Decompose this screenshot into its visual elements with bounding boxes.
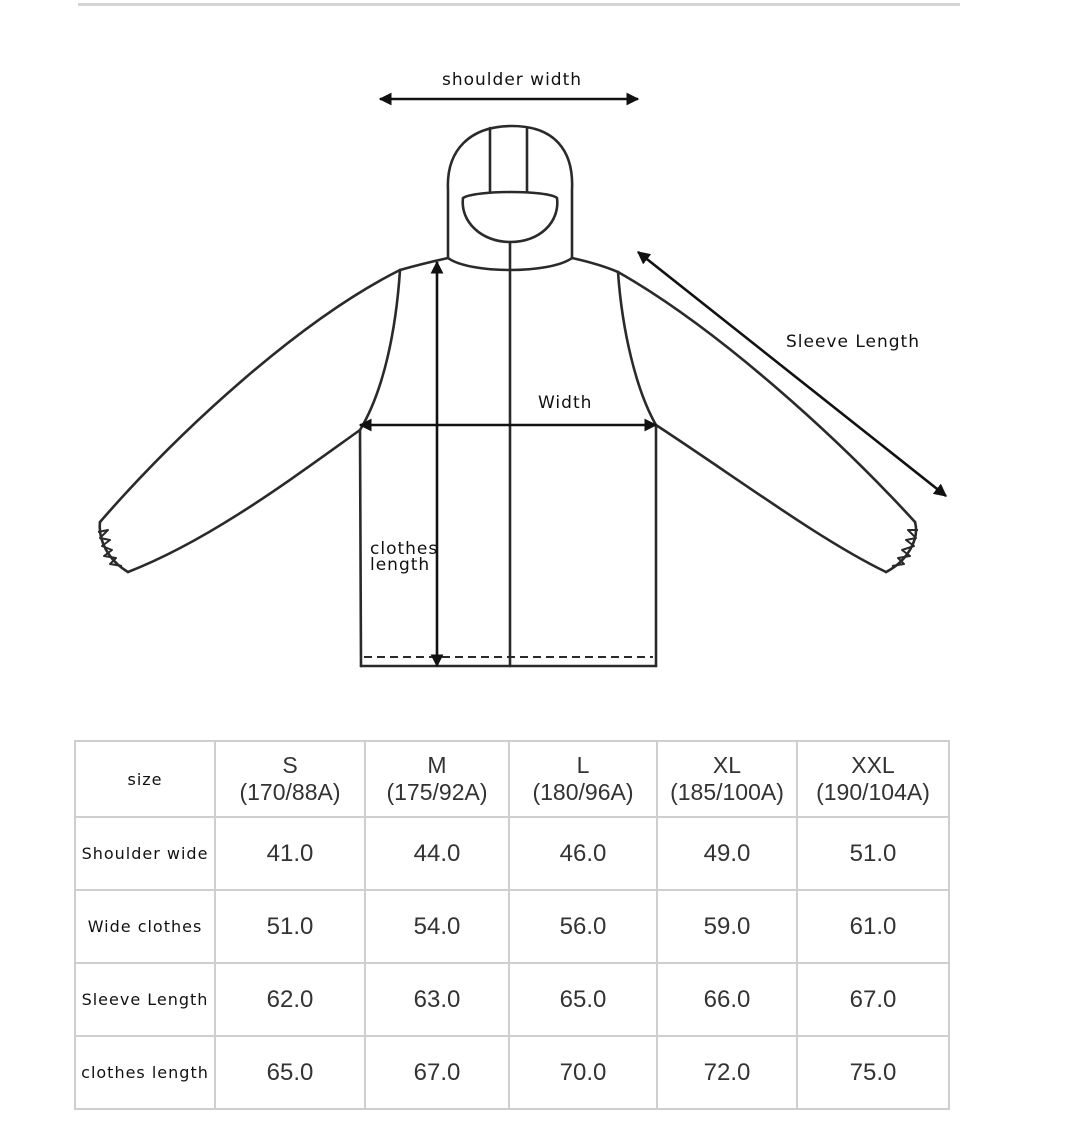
row-label: clothes length xyxy=(75,1036,215,1109)
size-spec: (170/88A) xyxy=(239,779,341,805)
shoulder-width-label: shoulder width xyxy=(442,70,583,90)
sleeve-right-bottom xyxy=(656,425,886,572)
jacket-outline xyxy=(100,126,916,666)
size-header xyxy=(797,741,949,817)
table-cell: 70.0 xyxy=(509,1036,657,1109)
size-chart-table xyxy=(74,740,950,1110)
table-cell: 51.0 xyxy=(215,890,365,963)
table-cell: 67.0 xyxy=(797,963,949,1036)
shoulder-right xyxy=(572,258,618,272)
size-code: XXL xyxy=(851,752,895,778)
clothes-length-label-line2: length xyxy=(370,555,431,575)
table-cell: 46.0 xyxy=(509,817,657,890)
cuff-left-ribbing xyxy=(98,530,122,566)
face-opening xyxy=(463,192,558,242)
size-spec: (180/96A) xyxy=(532,779,634,805)
shoulder-left xyxy=(400,258,448,270)
sleeve-left-top xyxy=(100,270,400,522)
size-header xyxy=(657,741,797,817)
size-spec: (190/104A) xyxy=(816,779,930,805)
sleeve-left-bottom xyxy=(128,430,360,572)
size-spec: (175/92A) xyxy=(386,779,488,805)
table-cell: 63.0 xyxy=(365,963,509,1036)
size-header xyxy=(509,741,657,817)
table-cell: 56.0 xyxy=(509,890,657,963)
size-code: XL xyxy=(712,752,742,778)
table-row xyxy=(75,1036,949,1109)
size-header xyxy=(215,741,365,817)
row-label: Sleeve Length xyxy=(75,963,215,1036)
table-row xyxy=(75,890,949,963)
table-cell: 62.0 xyxy=(215,963,365,1036)
table-row xyxy=(75,963,949,1036)
table-cell: 66.0 xyxy=(657,963,797,1036)
size-code: L xyxy=(576,752,590,778)
cuff-right-ribbing xyxy=(892,530,918,566)
table-cell: 49.0 xyxy=(657,817,797,890)
sleeve-length-label: Sleeve Length xyxy=(786,332,920,352)
table-cell: 41.0 xyxy=(215,817,365,890)
table-cell: 65.0 xyxy=(509,963,657,1036)
table-cell: 51.0 xyxy=(797,817,949,890)
body-side-left xyxy=(360,270,400,666)
row-label: Shoulder wide xyxy=(75,817,215,890)
width-label: Width xyxy=(538,393,593,413)
clothes-length-label-line1: clothes xyxy=(370,539,439,559)
size-header xyxy=(365,741,509,817)
table-cell: 65.0 xyxy=(215,1036,365,1109)
body-side-right xyxy=(618,272,656,666)
table-cell: 67.0 xyxy=(365,1036,509,1109)
table-cell: 59.0 xyxy=(657,890,797,963)
table-header-row xyxy=(75,741,949,817)
ribbing xyxy=(98,530,918,657)
sleeve-length-arrow xyxy=(638,252,946,496)
table-row xyxy=(75,817,949,890)
table-cell: 72.0 xyxy=(657,1036,797,1109)
table-cell: 61.0 xyxy=(797,890,949,963)
size-code: S xyxy=(282,752,298,778)
size-spec: (185/100A) xyxy=(670,779,784,805)
table-cell: 75.0 xyxy=(797,1036,949,1109)
row-label: Wide clothes xyxy=(75,890,215,963)
table-cell: 54.0 xyxy=(365,890,509,963)
sleeve-right-top xyxy=(618,272,915,522)
corner-label: size xyxy=(75,741,215,817)
size-code: M xyxy=(427,752,447,778)
table-cell: 44.0 xyxy=(365,817,509,890)
